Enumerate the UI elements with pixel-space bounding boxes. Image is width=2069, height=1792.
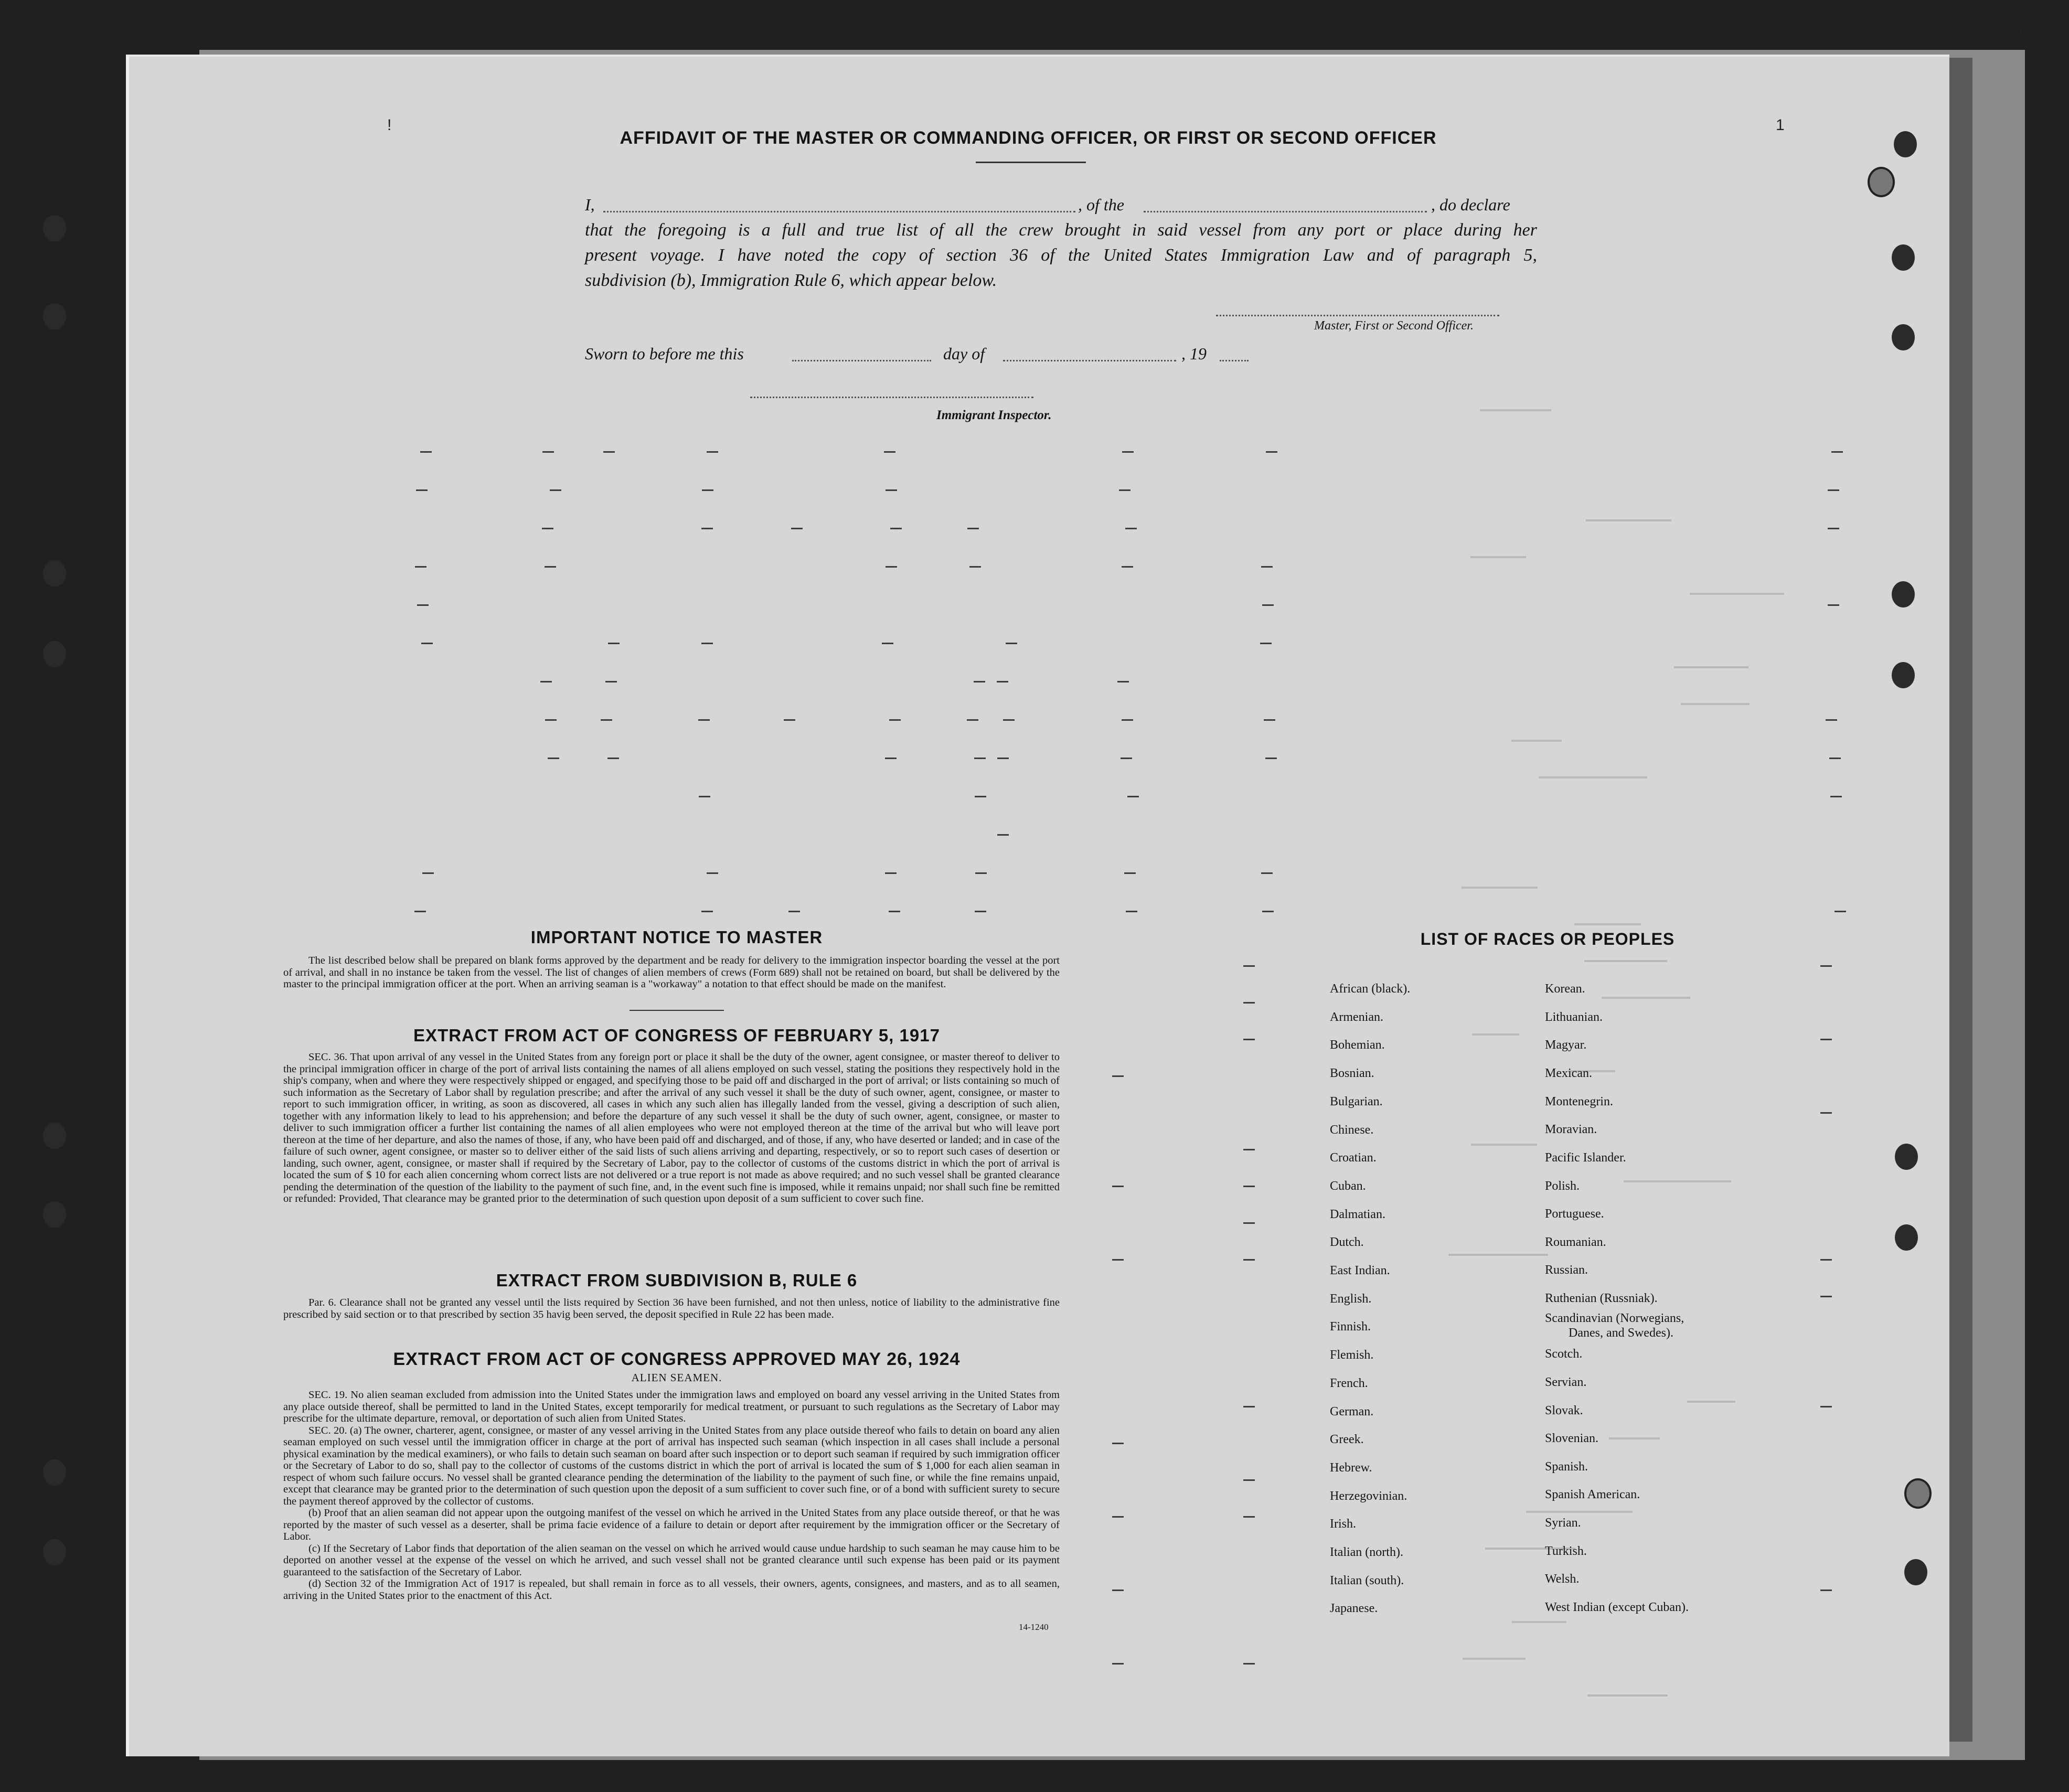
bleed-dash <box>967 719 978 721</box>
affidavit-i-label: I, <box>585 195 595 214</box>
race-entry: Spanish American. <box>1545 1488 1640 1501</box>
bleed-dash <box>1266 451 1277 453</box>
bleed-dash <box>701 643 713 644</box>
notice-paragraph: The list described below shall be prepared on blank forms approved by the department and be ready for delivery to the immigration inspector boarding the vessel at the port of arrival, and shall in no instance be taken from the vessel. The list of changes of alien members of crews (Form 689) shall not be retained on board, but shall be delivered by the master to the principal immigration officer at the port. When an arriving seaman is a "workaway" a notation to that effect should be made on the manifest. <box>283 955 1060 990</box>
bleed-dash <box>548 758 559 759</box>
bleed-dash <box>1122 566 1133 568</box>
bleed-text-smudge <box>1681 703 1750 705</box>
bleed-dash <box>422 872 434 874</box>
bleed-dash <box>601 719 612 721</box>
bleed-dash <box>975 872 987 874</box>
bleed-dash <box>1820 965 1832 967</box>
race-entry: Dalmatian. <box>1330 1207 1385 1221</box>
officer-name-line[interactable] <box>603 211 1075 212</box>
bleed-dash <box>702 489 713 491</box>
bleed-dash <box>1112 1259 1124 1261</box>
bleed-dash <box>540 681 552 682</box>
bleed-dash <box>1243 1186 1255 1187</box>
binder-hole-icon <box>43 1539 66 1565</box>
bleed-dash <box>699 796 710 797</box>
extract-1917-title: EXTRACT FROM ACT OF CONGRESS OF FEBRUARY 5, 1917 <box>413 1026 940 1045</box>
bleed-text-smudge <box>1574 923 1641 925</box>
race-entry: West Indian (except Cuban). <box>1545 1601 1689 1614</box>
sworn-month-line[interactable] <box>1003 360 1176 361</box>
bleed-dash <box>1243 1039 1255 1040</box>
bleed-dash <box>1820 1259 1832 1261</box>
bleed-dash <box>1112 1516 1124 1518</box>
bleed-text-smudge <box>1526 1511 1633 1513</box>
binder-hole-icon <box>43 1201 66 1228</box>
bleed-dash <box>415 566 426 568</box>
bleed-dash <box>1112 1075 1124 1077</box>
bleed-dash <box>784 719 795 721</box>
bleed-dash <box>1124 872 1136 874</box>
race-entry: Montenegrin. <box>1545 1095 1613 1108</box>
bleed-dash <box>1820 1406 1832 1407</box>
race-entry: Japanese. <box>1330 1602 1378 1616</box>
notice-rule <box>630 1010 724 1011</box>
extract-1924-text <box>283 1389 1060 1602</box>
race-entry: Irish. <box>1330 1517 1356 1531</box>
race-entry: Welsh. <box>1545 1572 1580 1586</box>
bleed-dash <box>997 834 1009 836</box>
bleed-dash <box>1261 566 1273 568</box>
bleed-dash <box>1830 796 1842 797</box>
bleed-dash <box>1260 643 1272 644</box>
bleed-text-smudge <box>1512 1621 1566 1623</box>
bleed-text-smudge <box>1584 960 1667 962</box>
binder-hole-icon <box>1904 1559 1927 1585</box>
bleed-dash <box>791 528 803 529</box>
race-entry: Italian (north). <box>1330 1545 1403 1559</box>
race-entry: French. <box>1330 1376 1368 1390</box>
bleed-text-smudge <box>1472 1033 1519 1036</box>
bleed-text-smudge <box>1609 1437 1660 1439</box>
bleed-text-smudge <box>1586 519 1671 521</box>
race-entry: Finnish. <box>1330 1320 1371 1334</box>
bleed-dash <box>1112 1590 1124 1591</box>
bleed-dash <box>545 566 556 568</box>
affidavit-line-3: present voyage. I have noted the copy of section 36 of the United States Immigration Law and of paragraph 5, <box>585 246 1537 265</box>
binder-hole-icon <box>43 560 66 586</box>
race-entry: Spanish. <box>1545 1460 1588 1474</box>
bleed-dash <box>605 681 617 682</box>
race-entry: Magyar. <box>1545 1038 1587 1052</box>
section-36-paragraph: SEC. 36. That upon arrival of any vessel in the United States from any foreign port or place it shall be the duty of the owner, agent consignee, or master thereof to deliver to the principal immigration officer in charge of the port of arrival lists containing the names of all aliens employed on such vessel, stating the positions they respectively hold in the ship's company, when and where they were respectively shipped or engaged, and specifying those to be paid off and discharged in the port of arrival; or lists containing so much of such information as the Secretary of Labor shall by regulation prescribe; and after the arrival of any such vessel it shall be the duty of such owner, agent, consignee, or master to report to such immigration officer, in writing, as soon as discovered, all cases in which any such alien has illegally landed from the vessel, giving a description of such alien, together with any information likely to lead to his apprehension; and before the departure of any such vessel it shall be the duty of such owner, agent, consignee, or master to deliver to such immigration officer a further list containing the names of all alien employees who were not employed thereon at the time of the arrival but who will leave port thereon at the time of her departure, and also the names of those, if any, who have been paid off and discharged, and of those, if any, who have deserted or landed; and in case of the failure of such owner, agent consignee, or master so to deliver either of the said lists of such aliens arriving and departing, respectively, or so to report such cases of desertion or landing, such owner, agent, consignee, or master shall if required by the Secretary of Labor, pay to the collector of customs of the customs district in which the port of arrival is located the sum of $ 10 for each alien concerning whom correct lists are not delivered or a true report is not made as above required; and no such vessel shall be granted clearance pending the determination of the question of the liability to the payment of such fine, and, in the event such fine is imposed, while it remains unpaid; nor shall such fine be remitted or refunded: Provided, That clearance may be granted prior to the determination of such question upon deposit of a sum sufficient to cover such fine. <box>283 1051 1060 1204</box>
sworn-label: Sworn to before me this <box>585 344 744 363</box>
bleed-dash <box>1243 1516 1255 1518</box>
bleed-dash <box>545 719 557 721</box>
binder-hole-icon <box>1904 1478 1932 1509</box>
race-entry: Flemish. <box>1330 1348 1374 1362</box>
bleed-dash <box>889 911 900 912</box>
race-entry: Scotch. <box>1545 1347 1583 1361</box>
section-19-paragraph: SEC. 19. No alien seaman excluded from admission into the United States under the immigration laws and employed on board any vessel arriving in the United States from any place outside thereof, shall be permitted to land in the United States, except temporarily for medical treatment, or pursuant to such regulations as the Secretary of Labor may prescribe for the ultimate departure, removal, or deportation of such alien from United States. <box>283 1389 1060 1424</box>
bleed-text-smudge <box>1448 1254 1548 1256</box>
bleed-dash <box>414 911 426 912</box>
race-entry: Bosnian. <box>1330 1066 1374 1081</box>
bleed-dash <box>1119 489 1131 491</box>
bleed-dash <box>707 872 718 874</box>
bleed-dash <box>1243 1479 1255 1481</box>
bleed-dash <box>1826 719 1837 721</box>
bleed-dash <box>701 528 713 529</box>
bleed-text-smudge <box>1471 1144 1537 1146</box>
bleed-dash <box>1262 911 1274 912</box>
race-entry: Syrian. <box>1545 1516 1581 1530</box>
bleed-dash <box>550 489 561 491</box>
bleed-dash <box>417 604 429 606</box>
binder-hole-icon <box>1895 1144 1918 1170</box>
bleed-text-smudge <box>1674 666 1748 668</box>
race-entry: Russian. <box>1545 1263 1588 1277</box>
bleed-text-smudge <box>1462 887 1538 889</box>
bleed-dash <box>1126 911 1137 912</box>
bleed-dash <box>1828 528 1839 529</box>
day-of-label: day of <box>943 344 985 363</box>
bleed-dash <box>967 528 979 529</box>
bleed-text-smudge <box>1511 740 1562 742</box>
notice-text <box>283 955 1060 990</box>
races-title: LIST OF RACES OR PEOPLES <box>1420 930 1675 948</box>
bleed-dash <box>1820 1590 1832 1591</box>
race-entry: Portuguese. <box>1545 1207 1604 1221</box>
bleed-dash <box>421 643 433 644</box>
bleed-dash <box>1829 758 1841 759</box>
race-entry: Greek. <box>1330 1433 1364 1447</box>
extract-rule6-text <box>283 1297 1060 1320</box>
bleed-dash <box>969 566 981 568</box>
bleed-dash <box>707 451 718 453</box>
bleed-text-smudge <box>1539 776 1647 778</box>
bleed-dash <box>607 758 619 759</box>
margin-tick: ! <box>387 116 392 134</box>
bleed-dash <box>1820 1112 1832 1114</box>
affidavit-line-2: that the foregoing is a full and true list of all the crew brought in said vessel from any port or place during her <box>585 220 1537 240</box>
bleed-dash <box>885 758 897 759</box>
binder-hole-icon <box>1892 324 1915 350</box>
bleed-dash <box>1831 451 1843 453</box>
bleed-dash <box>1264 719 1275 721</box>
race-entry: Slovenian. <box>1545 1432 1598 1445</box>
race-entry: Moravian. <box>1545 1123 1597 1136</box>
bleed-dash <box>1006 643 1017 644</box>
bleed-dash <box>974 681 985 682</box>
bleed-dash <box>542 451 554 453</box>
binder-hole-icon <box>43 303 66 329</box>
binder-hole-icon <box>1894 131 1917 157</box>
race-entry: Roumanian. <box>1545 1235 1606 1249</box>
bleed-dash <box>1122 451 1134 453</box>
signature-caption: Master, First or Second Officer. <box>1314 319 1474 333</box>
affidavit-line-4: subdivision (b), Immigration Rule 6, which appear below. <box>585 271 997 290</box>
race-entry: Bulgarian. <box>1330 1094 1383 1108</box>
bleed-dash <box>1243 1149 1255 1150</box>
bleed-text-smudge <box>1602 997 1690 999</box>
corner-number: 6 <box>2013 21 2022 38</box>
bleed-dash <box>603 451 615 453</box>
bleed-dash <box>1261 872 1273 874</box>
bleed-dash <box>1265 758 1277 759</box>
bleed-dash <box>1262 604 1274 606</box>
bleed-text-smudge <box>1480 409 1551 411</box>
binder-hole-icon <box>1895 1224 1918 1251</box>
race-entry: Scandinavian (Norwegians, <box>1545 1311 1684 1325</box>
binder-hole-icon <box>1868 167 1895 197</box>
bleed-text-smudge <box>1624 1180 1731 1182</box>
bleed-dash <box>1820 1296 1832 1297</box>
bleed-dash <box>698 719 710 721</box>
bleed-dash <box>788 911 800 912</box>
section-20b-paragraph: (b) Proof that an alien seaman did not appear upon the outgoing manifest of the vessel on which he arrived in the United States from any place outside thereof, or that he was reported by the master of such vessel as a deserter, shall be prima facie evidence of a failure to detain or deport after requirement by the immigration officer or the Secretary of Labor. <box>283 1507 1060 1542</box>
bleed-dash <box>975 796 986 797</box>
race-entry: Dutch. <box>1330 1235 1364 1250</box>
bleed-dash <box>1121 758 1132 759</box>
bleed-dash <box>886 489 897 491</box>
race-entry: Bohemian. <box>1330 1038 1385 1052</box>
binder-hole-icon <box>43 1459 66 1486</box>
alien-seamen-subtitle: ALIEN SEAMEN. <box>631 1371 722 1384</box>
bleed-dash <box>1828 489 1839 491</box>
race-entry: Italian (south). <box>1330 1573 1404 1587</box>
bleed-dash <box>1122 719 1133 721</box>
race-entry: German. <box>1330 1404 1374 1418</box>
binder-hole-icon <box>43 1123 66 1149</box>
sworn-date-line[interactable] <box>792 360 931 361</box>
binder-hole-icon <box>43 641 66 667</box>
bleed-text-smudge <box>1470 556 1526 558</box>
bleed-dash <box>420 451 432 453</box>
bleed-text-smudge <box>1690 593 1784 595</box>
race-entry: Cuban. <box>1330 1179 1366 1193</box>
bleed-dash <box>1828 604 1839 606</box>
race-entry: Korean. <box>1545 982 1585 996</box>
affidavit-title: AFFIDAVIT OF THE MASTER OR COMMANDING OFFICER, OR FIRST OR SECOND OFFICER <box>620 128 1437 148</box>
race-entry: Ruthenian (Russniak). <box>1545 1292 1658 1305</box>
inspector-caption: Immigrant Inspector. <box>936 408 1052 422</box>
race-entry: Mexican. <box>1545 1066 1592 1080</box>
bleed-dash <box>1243 1406 1255 1407</box>
race-entry: Chinese. <box>1330 1123 1374 1137</box>
race-entry: East Indian. <box>1330 1264 1390 1277</box>
bleed-dash <box>701 911 713 912</box>
bleed-dash <box>882 643 893 644</box>
notice-title: IMPORTANT NOTICE TO MASTER <box>530 927 823 947</box>
bleed-dash <box>1820 1039 1832 1040</box>
race-entry: Polish. <box>1545 1179 1580 1193</box>
bleed-dash <box>884 451 895 453</box>
binder-hole-icon <box>1892 581 1915 607</box>
bleed-dash <box>885 872 897 874</box>
race-entry: Croatian. <box>1330 1151 1377 1165</box>
section-20c-paragraph: (c) If the Secretary of Labor finds that deportation of the alien seaman on the vessel on which he arrived would cause undue hardship to such seaman he may cause him to be deported on another vessel at the expense of the vessel on which he arrived, and such vessel shall not be granted clearance until such expense has been paid or its payment guaranteed to the satisfaction of the Secretary of Labor. <box>283 1542 1060 1578</box>
bleed-dash <box>974 758 986 759</box>
race-entry: English. <box>1330 1292 1372 1306</box>
extract-rule6-title: EXTRACT FROM SUBDIVISION B, RULE 6 <box>496 1271 858 1290</box>
race-entry: Slovak. <box>1545 1404 1583 1417</box>
bleed-dash <box>1127 796 1139 797</box>
bleed-dash <box>975 911 986 912</box>
affidavit-declare-label: , do declare <box>1431 195 1510 214</box>
binder-hole-icon <box>43 215 66 241</box>
section-20a-paragraph: SEC. 20. (a) The owner, charterer, agent, consignee, or master of any vessel arriving in the United States from any place outside thereof who fails to detain on board any alien seaman employed on such vessel until the immigration officer in charge at the port of arrival has inspected such seaman (which inspection in all cases shall include a personal physical examination by the medical examiners), or who fails to detain such seaman on board after such inspection or to deport such seaman if required by such immigration officer or the Secretary of Labor to do so, shall pay to the collector of customs of the customs district in which the port of arrival is located the sum of $ 1,000 for each alien seaman in respect of whom such failure occurs. No vessel shall be granted clearance pending the determination of the liability to the payment of such fine, or while the fine remains unpaid, except that clearance may be granted prior to the determination of such question upon the deposit of a sum sufficient to cover such fine, or of a bond with sufficient surety to secure the payment thereof approved by the collector of customs. <box>283 1424 1060 1507</box>
bleed-dash <box>608 643 620 644</box>
race-entry: Hebrew. <box>1330 1460 1372 1475</box>
bleed-dash <box>1243 1222 1255 1224</box>
bleed-dash <box>1835 911 1846 912</box>
binder-hole-icon <box>1892 244 1915 271</box>
year-label: , 19 <box>1181 344 1207 363</box>
race-entry: Lithuanian. <box>1545 1010 1603 1024</box>
bleed-dash <box>890 528 902 529</box>
bleed-dash <box>1243 1663 1255 1665</box>
bleed-text-smudge <box>1463 1658 1526 1660</box>
bleed-dash <box>997 681 1008 682</box>
bleed-dash <box>1243 1002 1255 1004</box>
race-entry: Servian. <box>1545 1375 1587 1389</box>
race-entry: Turkish. <box>1545 1544 1587 1558</box>
title-rule <box>976 162 1086 163</box>
bleed-dash <box>1243 965 1255 967</box>
bleed-dash <box>416 489 428 491</box>
affidavit-of-the-label: , of the <box>1078 195 1124 214</box>
race-entry: African (black). <box>1330 982 1411 996</box>
bleed-dash <box>1112 1443 1124 1444</box>
margin-mark: 1 <box>1776 116 1785 134</box>
race-entry: Herzegovinian. <box>1330 1489 1407 1503</box>
race-entry: Danes, and Swedes). <box>1569 1326 1673 1340</box>
bleed-dash <box>997 758 1009 759</box>
bleed-text-smudge <box>1587 1694 1668 1697</box>
bleed-dash <box>1117 681 1129 682</box>
vessel-name-line[interactable] <box>1144 211 1427 212</box>
section-20d-paragraph: (d) Section 32 of the Immigration Act of 1917 is repealed, but shall remain in force as to all vessels, their owners, agents, consignees, and masters, and as to all seamen, arriving in the United States prior to the enactment of this Act. <box>283 1578 1060 1602</box>
inspector-signature-line[interactable] <box>750 397 1033 398</box>
bleed-dash <box>1003 719 1015 721</box>
bleed-dash <box>1243 1259 1255 1261</box>
bleed-dash <box>886 566 897 568</box>
form-number: 14-1240 <box>1019 1622 1049 1632</box>
binder-hole-icon <box>1892 662 1915 688</box>
bleed-text-smudge <box>1687 1401 1735 1403</box>
extract-1917-text <box>283 1051 1060 1205</box>
bleed-dash <box>542 528 553 529</box>
extract-1924-title: EXTRACT FROM ACT OF CONGRESS APPROVED MAY 26, 1924 <box>393 1349 961 1369</box>
race-entry: Armenian. <box>1330 1010 1383 1024</box>
bleed-dash <box>889 719 901 721</box>
bleed-dash <box>1125 528 1137 529</box>
bleed-dash <box>1112 1663 1124 1665</box>
sworn-year-line[interactable] <box>1220 360 1249 361</box>
paragraph-6: Par. 6. Clearance shall not be granted any vessel until the lists required by Section 36 have been furnished, and not then unless, notice of liability to the administrative fine prescribed by said section or to that prescribed by section 35 havig been served, the deposit specified in Rule 22 has been made. <box>283 1297 1060 1320</box>
race-entry: Pacific Islander. <box>1545 1151 1626 1165</box>
bleed-dash <box>1112 1186 1124 1187</box>
officer-signature-line[interactable] <box>1216 315 1499 316</box>
